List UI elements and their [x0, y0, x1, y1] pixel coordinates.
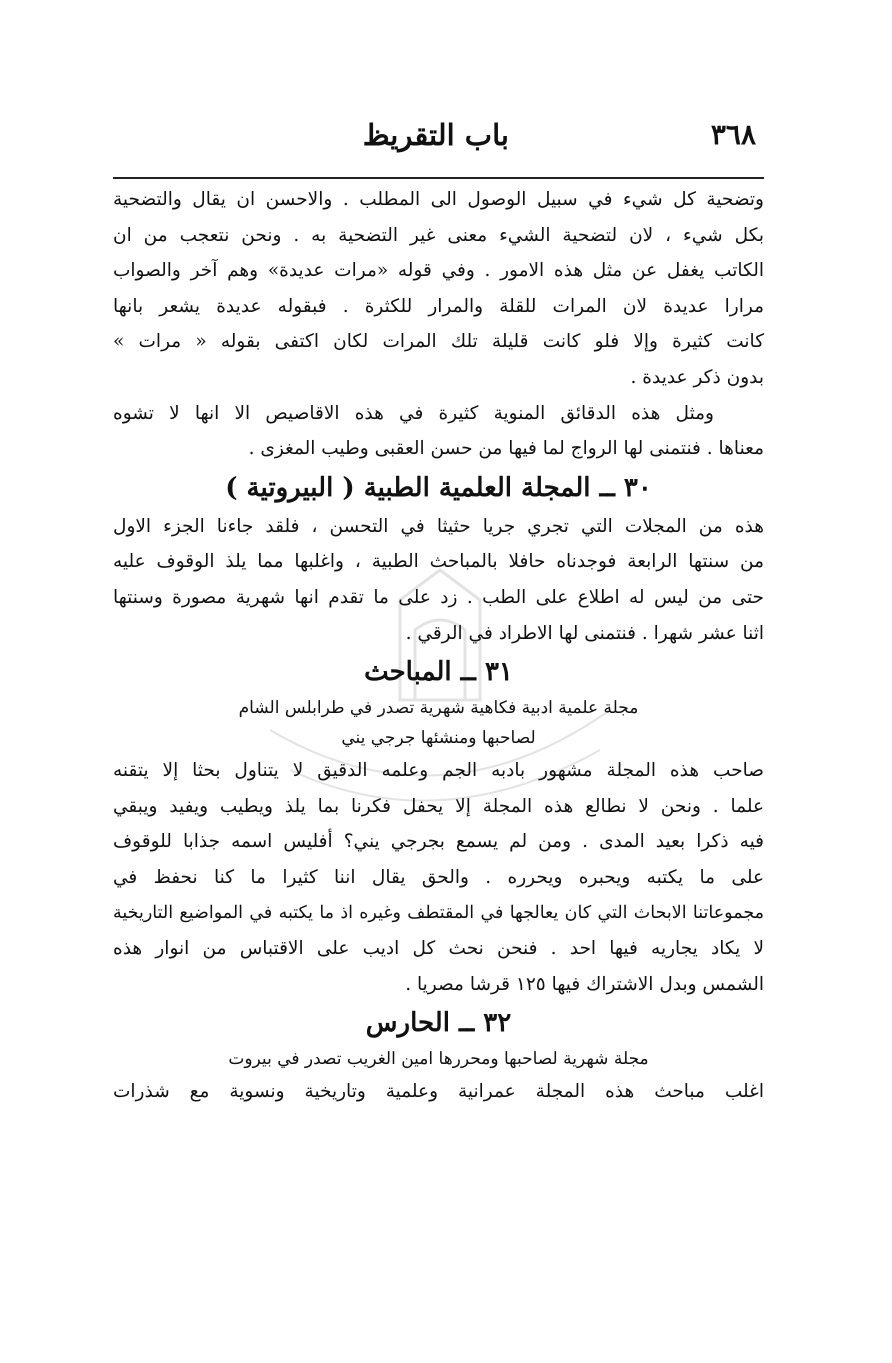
header-rule — [113, 177, 764, 179]
page-body — [113, 182, 764, 1110]
text-line: صاحب هذه المجلة مشهور بادبه الجم وعلمه الدقيق لا يتناول بحثا إلا يتقنه — [113, 760, 764, 782]
text-line: حتى من ليس له اطلاع على الطب . زد على ما تقدم انها شهرية مصورة وسنتها — [113, 586, 764, 608]
section-31-publisher: لصاحبها ومنشئها جرجي يني — [341, 728, 536, 749]
text-line: الشمس وبدل الاشتراك فيها ١٢٥ قرشا مصريا . — [405, 973, 764, 995]
text-line: علما . ونحن لا نطالع هذه المجلة إلا يحفل فكرنا بما يلذ ويطيب ويفيد ويبقي — [113, 795, 764, 817]
text-line: من سنتها الرابعة فوجدناه حافلا بالمباحث الطبية ، واغلبها مما يلذ الوقوف عليه — [113, 551, 764, 573]
paragraph-1 — [113, 182, 764, 396]
text-line: بكل شيء ، لان لتضحية الشيء معنى غير التضحية به . ونحن نتعجب من ان — [113, 224, 764, 246]
text-line: لا يكاد يجاريه فيها احد . فنحن نحث كل اديب على الاقتباس من انوار هذه — [113, 938, 764, 960]
text-line: وتضحية كل شيء في سبيل الوصول الى المطلب . والاحسن ان يقال والتضحية — [113, 189, 764, 210]
text-line: هذه من المجلات التي تجري جريا حثيثا في التحسن ، فلقد جاءنا الجزء الاول — [113, 515, 764, 537]
text-line: مجموعاتنا الابحاث التي كان يعالجها في المقتطف وغيره اذ ما يكتبه في المواضيع التاريخية — [113, 902, 764, 923]
section-32-subtitle: مجلة شهرية لصاحبها ومحررها امين الغريب تصدر في بيروت — [228, 1049, 649, 1070]
section-30-body — [113, 509, 764, 651]
text-line: اغلب مباحث هذه المجلة عمرانية وعلمية وتاريخية ونسوية مع شذرات — [113, 1081, 764, 1103]
page-number: ٣٦٨ — [710, 118, 756, 151]
section-30-title: ٣٠ ــ المجلة العلمية الطبية ( البيروتية ) — [225, 472, 652, 503]
text-line: مرارا عديدة لان المرات للقلة والمرار للكثرة . فبقوله عديدة يشعر بانها — [113, 295, 764, 317]
section-31-title: ٣١ ــ المباحث — [364, 657, 513, 688]
text-line: ومثل هذه الدقائق المنوية كثيرة في هذه الاقاصيص الا انها لا تشوه — [113, 402, 714, 424]
running-title: باب التقريظ — [362, 118, 509, 152]
section-32-body — [113, 1074, 764, 1110]
section-31-subtitle: مجلة علمية ادبية فكاهية شهرية تصدر في طرابلس الشام — [238, 698, 639, 719]
text-line: بدون ذكر عديدة . — [630, 366, 764, 388]
section-32-title: ٣٢ ــ الحارس — [365, 1008, 512, 1039]
text-line: فيه ذكرا بعيد المدى . ومن لم يسمع بجرجي يني؟ أفليس اسمه جذابا للوقوف — [113, 831, 764, 853]
paragraph-2 — [113, 396, 764, 467]
text-line: اثنا عشر شهرا . فنتمنى لها الاطراد في الرقي . — [405, 622, 764, 644]
text-line: الكاتب يغفل عن مثل هذه الامور . وفي قوله «مرات عديدة» وهم آخر والصواب — [113, 260, 764, 282]
text-line: كانت كثيرة وإلا فلو كانت قليلة تلك المرات لكان اكتفى بقوله « مرات » — [113, 331, 764, 353]
page-header — [120, 118, 764, 166]
section-31-body — [113, 753, 764, 1002]
text-line: معناها . فنتمنى لها الرواج لما فيها من حسن العقبى وطيب المغزى . — [248, 438, 764, 460]
text-line: على ما يكتبه ويحبره ويحرره . والحق يقال اننا كثيرا ما كنا نحفظ في — [113, 866, 764, 888]
